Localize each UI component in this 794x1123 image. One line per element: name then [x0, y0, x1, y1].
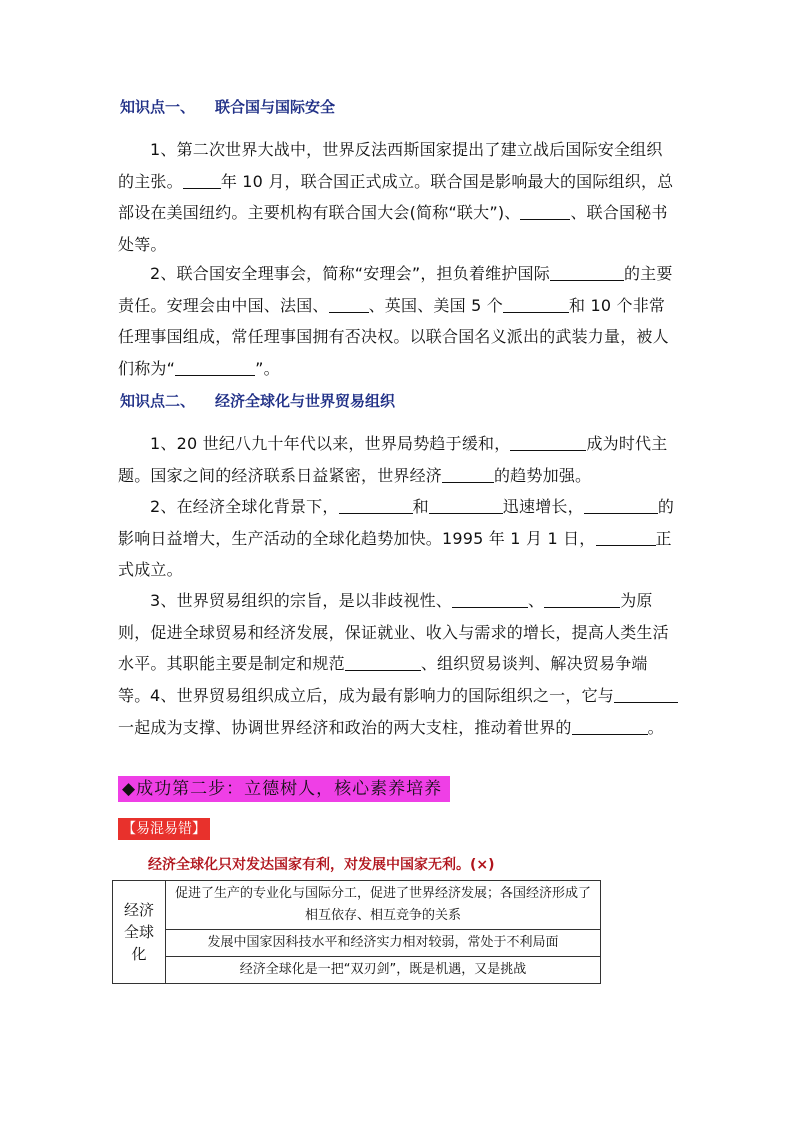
paragraph-1-1 [118, 134, 678, 260]
text: 。 [647, 717, 664, 737]
blank [550, 264, 624, 281]
text: 的影响日益增大，生产活动的全球化趋势加快。1995 年 1 月 1 日， [118, 497, 675, 548]
section-heading-1: 联合国与国际安全 [215, 98, 336, 116]
section-heading-2: 经济全球化与世界贸易组织 [215, 392, 396, 410]
blank [175, 359, 255, 376]
blank [510, 434, 586, 451]
section-title-1 [120, 96, 335, 117]
text: 3、世界贸易组织的宗旨，是以非歧视性、 [150, 591, 452, 610]
table-row [113, 957, 601, 984]
blank [596, 529, 656, 546]
text: 为原则，促进全球贸易和经济发展，保证就业、收入与需求的增长，提高人类生活水平。其职能主要是制定和规范 [118, 591, 669, 673]
blank [503, 296, 569, 313]
error-prone-tag: 【易混易错】 [118, 818, 210, 840]
text: 的趋势加强。 [494, 465, 592, 485]
text: ”。 [255, 358, 280, 378]
section-number-1: 知识点一、 [120, 98, 196, 116]
text: 、组织贸易谈判、解决贸易争端等。 [118, 654, 648, 705]
table-row [113, 881, 601, 930]
text: 的主要责任。安理会由中国、法国、 [118, 264, 673, 315]
text: 4、世界贸易组织成立后，成为最有影响力的国际组织之一，它与 [150, 686, 614, 705]
text: 、 [527, 591, 545, 610]
text: 年 10 月，联合国正式成立。联合国是影响最大的国际组织，总部设在美国纽约。主要机构有联合国大会(简称“联大”)、 [118, 171, 674, 222]
blank [183, 172, 221, 189]
text: 、英国、美国 5 个 [368, 295, 503, 315]
blank [442, 466, 494, 483]
comparison-table [112, 880, 601, 984]
blank [614, 686, 678, 703]
blank [339, 497, 413, 514]
text: 和 [412, 497, 429, 516]
blank [329, 296, 369, 313]
blank [544, 591, 620, 608]
table-cell: 经济全球化是一把“双刃剑”，既是机遇，又是挑战 [166, 957, 601, 984]
text: 1、第二次世界大战中，世界反法西斯国家提出了建立战后国际安全组织的主张。 [118, 140, 663, 191]
table-cell: 促进了生产的专业化与国际分工，促进了世界经济发展；各国经济形成了相互依存、相互竞争的关系 [166, 881, 601, 930]
blank [345, 654, 421, 671]
table-cell: 发展中国家因科技水平和经济实力相对较弱，常处于不利局面 [166, 930, 601, 957]
text: 1、20 世纪八九十年代以来，世界局势趋于缓和， [150, 434, 511, 453]
blank [572, 718, 648, 735]
step-banner: ◆成功第二步：立德树人，核心素养培养 [118, 776, 450, 802]
table-head-cell: 经济全球化 [113, 881, 166, 984]
blank [429, 497, 503, 514]
text: 2、在经济全球化背景下， [150, 497, 339, 516]
text: 正式成立。 [118, 528, 672, 579]
section-title-2 [120, 390, 395, 411]
paragraph-1-2 [118, 258, 678, 384]
text: 一起成为支撑、协调世界经济和政治的两大支柱，推动着世界的 [118, 717, 572, 737]
blank [520, 203, 570, 220]
text: 2、联合国安全理事会，简称“安理会”，担负着维护国际 [150, 264, 550, 283]
table-row [113, 930, 601, 957]
misconception-claim: 经济全球化只对发达国家有利，对发展中国家无利。(×) [148, 857, 495, 873]
paragraph-2-1 [118, 428, 678, 491]
text: 、联合国秘书处等。 [118, 203, 668, 254]
paragraph-2-4 [118, 680, 678, 743]
blank [452, 591, 528, 608]
text: 迅速增长， [502, 497, 584, 516]
text: 和 10 个非常任理事国组成，常任理事国拥有否决权。以联合国名义派出的武装力量，被人们称为“ [118, 295, 669, 378]
section-number-2: 知识点二、 [120, 392, 196, 410]
paragraph-2-2 [118, 491, 678, 586]
blank [584, 497, 658, 514]
text: 成为时代主题。国家之间的经济联系日益紧密，世界经济 [118, 434, 668, 485]
